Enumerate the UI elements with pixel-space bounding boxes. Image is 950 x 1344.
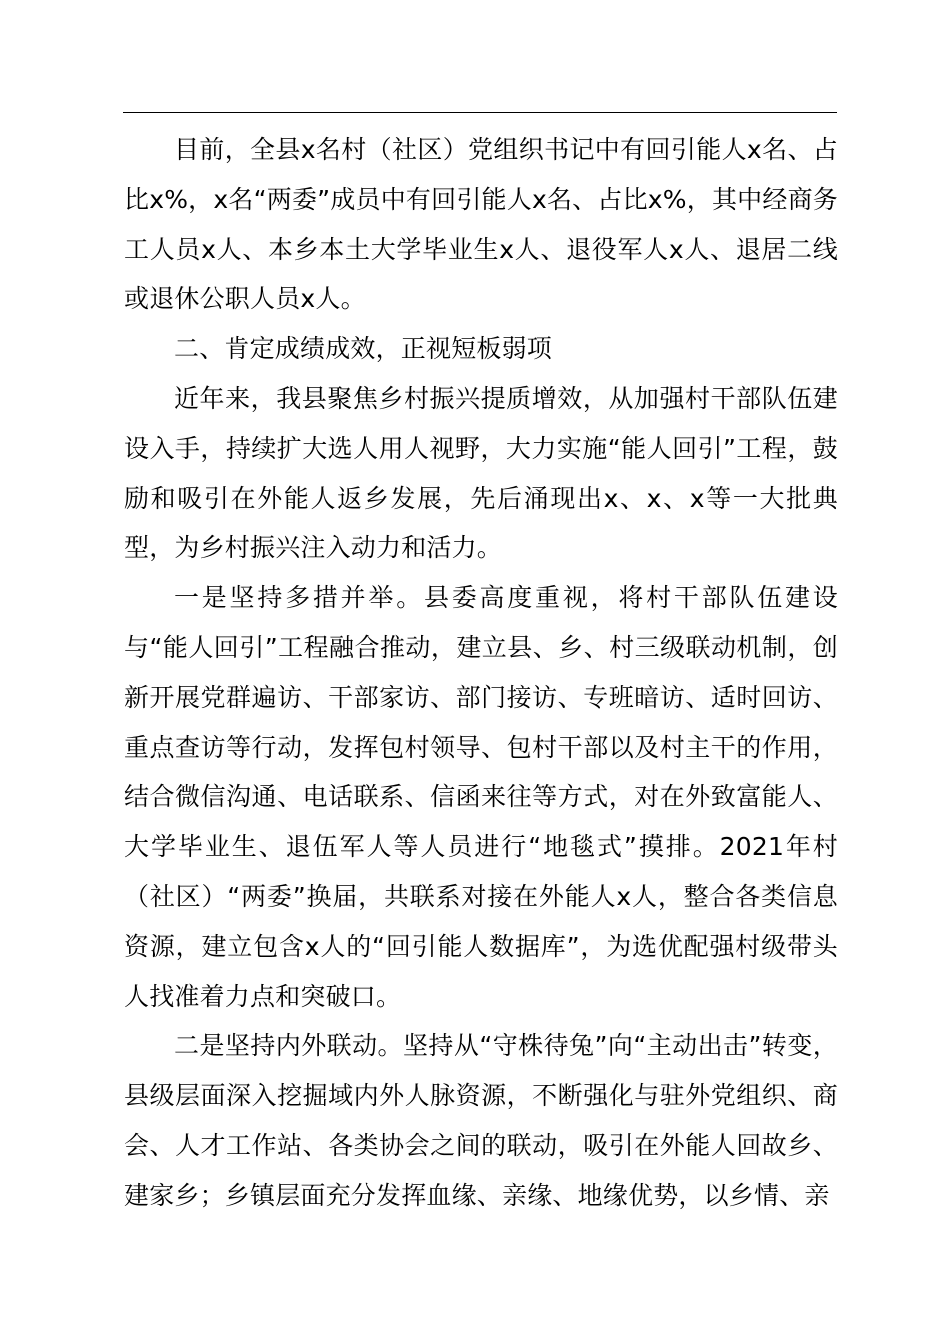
section-heading: 二、肯定成绩成效，正视短板弱项 [174, 334, 553, 364]
paragraph-recent-years: 近年来，我县聚焦乡村振兴提质增效，从加强村干部队伍建设入手，持续扩大选人用人视野，大力实施“能人回引”工程，鼓励和吸引在外能人返乡发展，先后涌现出x、x、x等一大批典型，为乡村振兴注入动力和活力。 [124, 383, 838, 563]
document-body [124, 125, 838, 1221]
paragraph-measure-one: 一是坚持多措并举。县委高度重视，将村干部队伍建设与“能人回引”工程融合推动，建立县、乡、村三级联动机制，创新开展党群遍访、干部家访、部门接访、专班暗访、适时回访、重点查访等行动，发挥包村领导、包村干部以及村主干的作用，结合微信沟通、电话联系、信函来往等方式，对在外致富能人、大学毕业生、退伍军人等人员进行“地毯式”摸排。2021年村（社区）“两委”换届，共联系对接在外能人x人，整合各类信息资源，建立包含x人的“回引能人数据库”，为选优配强村级带头人找准着力点和突破口。 [124, 583, 838, 1011]
paragraph-measure-two: 二是坚持内外联动。坚持从“守株待兔”向“主动出击”转变，县级层面深入挖掘域内外人脉资源，不断强化与驻外党组织、商会、人才工作站、各类协会之间的联动，吸引在外能人回故乡、建家乡；乡镇层面充分发挥血缘、亲缘、地缘优势，以乡情、亲 [124, 1031, 838, 1210]
header-rule [123, 112, 837, 113]
paragraph-current-status: 目前，全县x名村（社区）党组织书记中有回引能人x名、占比x%，x名“两委”成员中有回引能人x名、占比x%，其中经商务工人员x人、本乡本土大学毕业生x人、退役军人x人、退居二线或退休公职人员x人。 [124, 135, 838, 314]
